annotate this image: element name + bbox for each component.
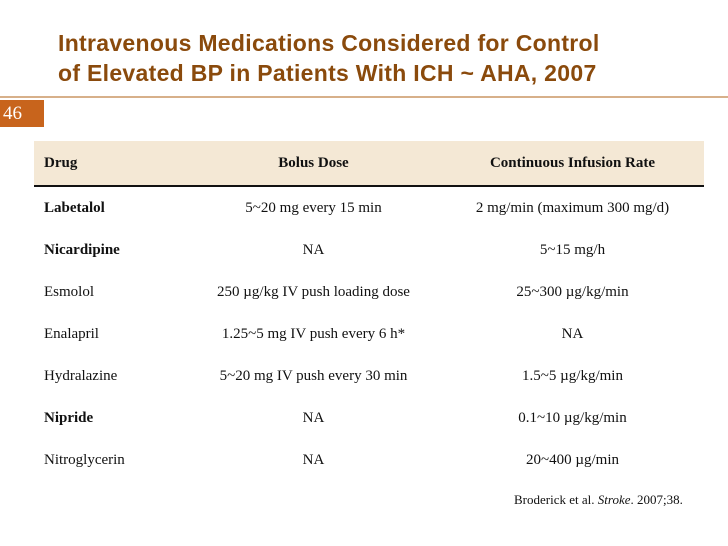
table-row	[34, 397, 704, 439]
infusion-rate: 5~15 mg/h	[539, 241, 606, 258]
medications-table	[34, 141, 704, 481]
slide-title-line-2: of Elevated BP in Patients With ICH ~ AHA, 2007	[58, 60, 597, 86]
infusion-rate: 20~400 µg/min	[525, 451, 619, 468]
drug-name: Esmolol	[44, 283, 95, 300]
bolus-dose: NA	[302, 241, 325, 258]
bolus-dose: NA	[302, 451, 325, 468]
infusion-rate: 25~300 µg/kg/min	[516, 283, 629, 300]
drug-name: Nitroglycerin	[44, 451, 125, 468]
bolus-dose: 250 µg/kg IV push loading dose	[217, 283, 410, 300]
column-header-infusion-rate: Continuous Infusion Rate	[441, 141, 704, 186]
drug-name: Labetalol	[44, 199, 105, 216]
table-row	[34, 229, 704, 271]
drug-name: Nipride	[44, 409, 94, 426]
slide-title	[58, 28, 698, 88]
table-row	[34, 271, 704, 313]
drug-name: Enalapril	[44, 325, 99, 342]
column-header-bolus-dose: Bolus Dose	[186, 141, 441, 186]
table-row	[34, 186, 704, 229]
column-header-drug: Drug	[34, 141, 186, 186]
table-row	[34, 439, 704, 481]
citation-details: . 2007;38.	[630, 492, 683, 507]
bolus-dose: 5~20 mg IV push every 30 min	[219, 367, 408, 384]
drug-name: Hydralazine	[44, 367, 118, 384]
citation	[514, 492, 683, 508]
drug-name: Nicardipine	[44, 241, 120, 258]
bolus-dose: 5~20 mg every 15 min	[245, 199, 382, 216]
slide-number-badge: 46	[0, 100, 44, 127]
infusion-rate: 2 mg/min (maximum 300 mg/d)	[475, 199, 670, 216]
table-header-row	[34, 141, 704, 186]
bolus-dose: NA	[302, 409, 325, 426]
bolus-dose: 1.25~5 mg IV push every 6 h*	[221, 325, 406, 342]
table-row	[34, 355, 704, 397]
title-divider	[0, 96, 728, 98]
citation-authors: Broderick et al.	[514, 492, 595, 507]
infusion-rate: 0.1~10 µg/kg/min	[518, 409, 627, 426]
table-row	[34, 313, 704, 355]
citation-journal: Stroke	[597, 492, 631, 507]
infusion-rate: 1.5~5 µg/kg/min	[522, 367, 623, 384]
slide-title-line-1: Intravenous Medications Considered for Control	[58, 30, 600, 56]
infusion-rate: NA	[561, 325, 584, 342]
